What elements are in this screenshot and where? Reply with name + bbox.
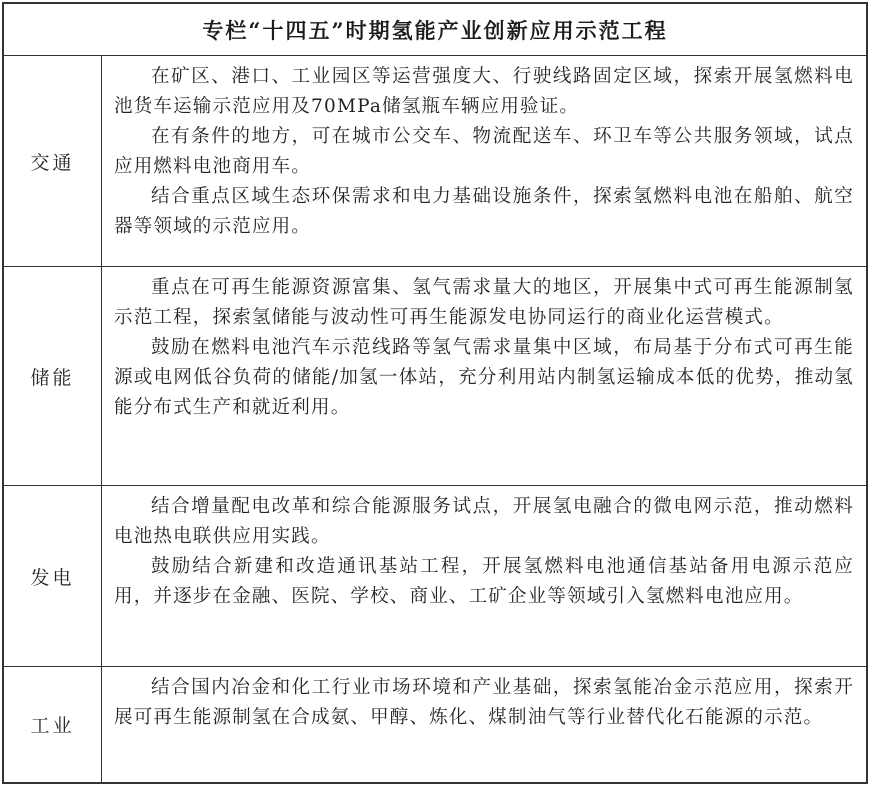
paragraph: 结合增量配电改革和综合能源服务试点，开展氢电融合的微电网示范，推动燃料电池热电联供应用实践。 [114, 496, 854, 547]
paragraph: 在有条件的地方，可在城市公交车、物流配送车、环卫车等公共服务领域，试点应用燃料电池商用车。 [114, 126, 854, 177]
paragraph: 结合重点区域生态环保需求和电力基础设施条件，探索氢燃料电池在船舶、航空器等领域的示范应用。 [114, 186, 854, 237]
content-cell [102, 267, 866, 485]
table-title-row [4, 4, 866, 56]
content-cell [102, 667, 866, 782]
table-row-transport [4, 56, 866, 267]
paragraph: 在矿区、港口、工业园区等运营强度大、行驶线路固定区域，探索开展氢燃料电池货车运输示范应用及70MPa储氢瓶车辆应用验证。 [114, 66, 854, 117]
table-title: 专栏“十四五”时期氢能产业创新应用示范工程 [202, 17, 668, 43]
paragraph: 结合国内冶金和化工行业市场环境和产业基础，探索氢能冶金示范应用，探索开展可再生能源制氢在合成氨、甲醇、炼化、煤制油气等行业替代化石能源的示范。 [114, 677, 854, 728]
category-cell: 发电 [4, 486, 102, 666]
demo-projects-table [2, 2, 868, 784]
table-row-industry [4, 667, 866, 782]
category-cell: 工业 [4, 667, 102, 782]
table-row-power [4, 486, 866, 667]
paragraph: 重点在可再生能源资源富集、氢气需求量大的地区，开展集中式可再生能源制氢示范工程，探索氢储能与波动性可再生能源发电协同运行的商业化运营模式。 [114, 277, 854, 328]
category-cell: 储能 [4, 267, 102, 485]
content-cell [102, 56, 866, 266]
table-row-storage [4, 267, 866, 486]
category-cell: 交通 [4, 56, 102, 266]
paragraph: 鼓励结合新建和改造通讯基站工程，开展氢燃料电池通信基站备用电源示范应用，并逐步在金融、医院、学校、商业、工矿企业等领域引入氢燃料电池应用。 [114, 556, 854, 607]
paragraph: 鼓励在燃料电池汽车示范线路等氢气需求量集中区域，布局基于分布式可再生能源或电网低谷负荷的储能/加氢一体站，充分利用站内制氢运输成本低的优势，推动氢能分布式生产和就近利用。 [114, 337, 854, 418]
content-cell [102, 486, 866, 666]
